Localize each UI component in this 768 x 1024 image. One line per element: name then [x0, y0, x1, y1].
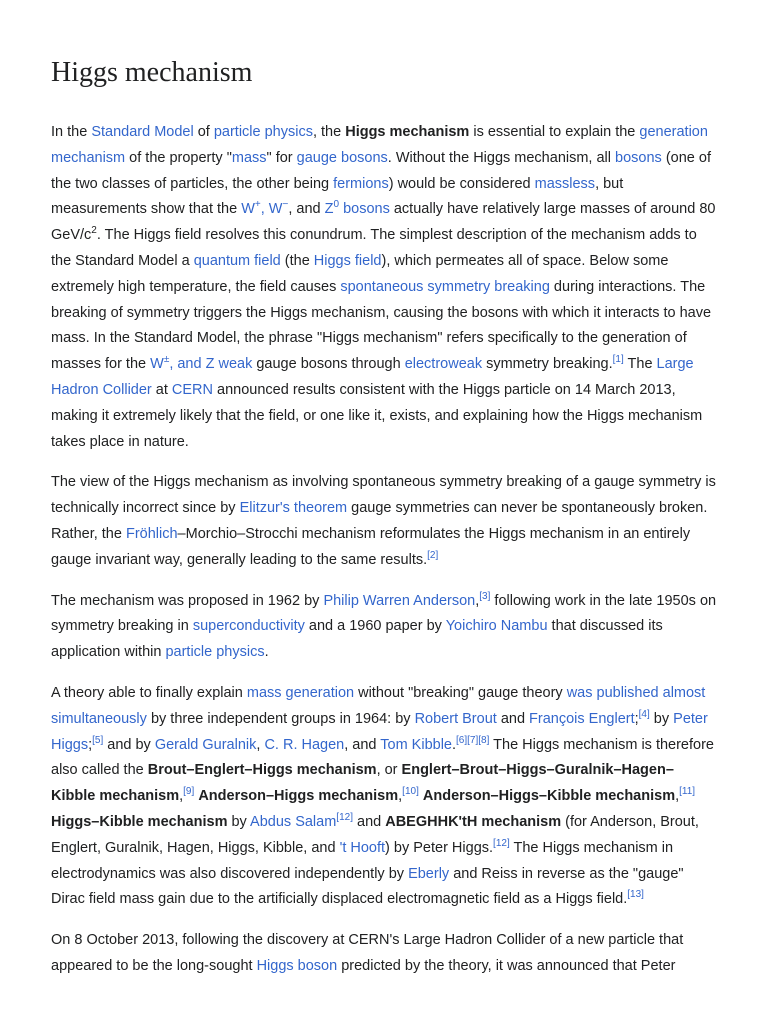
text-run: . [452, 736, 457, 753]
text-run: , and [344, 736, 381, 753]
citation-link[interactable]: [7] [467, 734, 479, 746]
article-link[interactable]: bosons [339, 201, 390, 218]
text-run: " for [266, 149, 297, 166]
article-link[interactable]: CERN [171, 381, 213, 398]
text-run: by three independent groups in 1964: by [146, 710, 415, 727]
article-link[interactable]: quantum field [193, 252, 281, 269]
bold-term: Higgs–Kibble mechanism [51, 813, 228, 830]
superscript: − [282, 199, 289, 211]
text-run: , or [376, 762, 402, 779]
citation-link[interactable]: [5] [92, 734, 104, 746]
text-run: and [352, 813, 386, 830]
citation-link[interactable]: [12] [493, 837, 510, 849]
article-link[interactable]: C. R. Hagen [264, 736, 345, 753]
text-run: . [264, 644, 269, 661]
citation-link[interactable]: [2] [427, 549, 439, 561]
article-link[interactable]: François Englert [529, 710, 635, 727]
paragraph-2 [51, 470, 717, 573]
text-run: . Without the Higgs mechanism, all [387, 149, 616, 166]
text-run: . The Higgs field resolves this conundrum. The simplest description of the mechanism adds to the Standard Model a [51, 227, 697, 269]
article-link[interactable]: massless [534, 175, 596, 192]
text-run: A theory able to finally explain [51, 684, 247, 701]
paragraph-1 [51, 120, 717, 455]
article-link[interactable]: Elitzur's theorem [239, 500, 348, 517]
bold-term: Englert–Brout–Higgs–Guralnik–Hagen–Kibble mechanism [51, 762, 674, 805]
article-link[interactable]: mass [231, 149, 267, 166]
bold-term: Higgs mechanism [345, 124, 470, 140]
text-run: during interactions. The breaking of symmetry triggers the Higgs mechanism, causing the bosons with which it interacts to have mass. In the Standard Model, the phrase "Higgs mechanism" refers specifically to the generation of masses for the [51, 278, 712, 373]
text-run: , [398, 788, 403, 805]
text-run: is essential to explain the [469, 124, 640, 140]
article-link[interactable]: W [241, 201, 255, 218]
text-run: and by [103, 736, 155, 753]
article-link[interactable]: Higgs field [313, 252, 382, 269]
text-run: announced results consistent with the Higgs particle on 14 March 2013, making it extremely likely that the field, or one like it, exists, and explaining how the Higgs mechanism takes place in nature. [51, 381, 703, 450]
text-run: The [623, 356, 657, 373]
text-run: , [179, 788, 184, 805]
text-run: following work in the late 1950s on symmetry breaking in [51, 592, 717, 635]
citation-link[interactable]: [12] [336, 812, 353, 824]
text-run: without "breaking" gauge theory [354, 684, 567, 701]
citation-link[interactable]: [9] [183, 786, 195, 798]
page-title: Higgs mechanism [51, 57, 253, 88]
paragraph-3 [51, 589, 717, 666]
citation-link[interactable]: [13] [627, 889, 644, 901]
article-link[interactable]: particle physics [213, 124, 313, 140]
article-link[interactable]: Yoichiro Nambu [445, 618, 548, 635]
text-run: The Higgs mechanism in electrodynamics was also discovered independently by [51, 839, 674, 882]
article-link[interactable]: Eberly [408, 865, 450, 882]
citation-link[interactable]: [3] [479, 590, 491, 602]
article-link[interactable]: Robert Brout [414, 710, 497, 727]
text-run: , [256, 736, 265, 753]
article-link[interactable]: Standard Model [91, 124, 194, 140]
article-link[interactable]: electroweak [404, 356, 483, 373]
citation-link[interactable]: [11] [679, 786, 696, 798]
text-run: of [193, 124, 214, 140]
text-run: that discussed its application within [51, 618, 663, 661]
text-run: gauge symmetries can never be spontaneously broken. Rather, the [51, 500, 708, 542]
superscript: 0 [333, 199, 340, 211]
text-run: , and [288, 201, 325, 218]
text-run: of the property " [125, 149, 232, 166]
text-run: ) would be considered [388, 175, 535, 192]
article-link[interactable]: Philip Warren Anderson [323, 592, 476, 609]
text-run: The mechanism was proposed in 1962 by [51, 592, 324, 609]
text-run: , [475, 592, 480, 609]
text-run: , the [312, 124, 346, 140]
article-link[interactable]: particle physics [165, 644, 265, 661]
article-link[interactable]: Peter Higgs [51, 710, 708, 753]
article-link[interactable]: fermions [333, 175, 389, 192]
text-run: (the [280, 252, 314, 269]
article-link[interactable]: , and Z weak [169, 356, 253, 373]
article-link[interactable]: Gerald Guralnik [154, 736, 257, 753]
article-link[interactable]: Tom Kibble [380, 736, 452, 753]
citation-link[interactable]: [4] [638, 708, 650, 720]
text-run: by [227, 813, 251, 830]
bold-term: Anderson–Higgs mechanism [198, 788, 399, 805]
article-link[interactable]: superconductivity [192, 618, 305, 635]
text-run: On 8 October 2013, following the discovery at CERN's Large Hadron Collider of a new particle that appeared to be the long-sought [51, 932, 684, 974]
text-run: The Higgs mechanism is therefore also called the [51, 736, 714, 779]
text-run: ; [88, 736, 93, 753]
article-link[interactable]: spontaneous symmetry breaking [340, 278, 550, 295]
text-run: –Morchio–Strocchi mechanism reformulates the Higgs mechanism in an entirely gauge invariant way, generally leading to the same results. [51, 525, 691, 568]
text-run: and a 1960 paper by [304, 618, 446, 635]
article-link[interactable]: gauge bosons [296, 149, 388, 166]
text-run: ) by Peter Higgs. [385, 839, 494, 856]
paragraph-5 [51, 928, 717, 980]
article-link[interactable]: was published almost simultaneously [51, 684, 706, 727]
text-run: (for Anderson, Brout, Englert, Guralnik, Hagen, Higgs, Kibble, and [51, 813, 699, 856]
article-link[interactable]: 't Hooft [339, 839, 386, 856]
text-run: , but measurements show that the [51, 175, 624, 218]
article-link[interactable]: generation mechanism [51, 124, 708, 166]
citation-link[interactable]: [6] [456, 734, 468, 746]
text-run: and Reiss in reverse as the "gauge" Dirac field mass gain due to the artificially displaced electromagnetic field as a Higgs field. [51, 865, 684, 908]
article-link[interactable]: Higgs boson [256, 957, 338, 974]
article-link[interactable]: , W [260, 201, 283, 218]
citation-link[interactable]: [8] [478, 734, 490, 746]
text-run: at [151, 381, 172, 398]
text-run: symmetry breaking. [482, 356, 613, 373]
article-link[interactable]: mass generation [246, 684, 355, 701]
article-link[interactable]: Z [324, 201, 334, 218]
article-link[interactable]: Large Hadron Collider [51, 356, 694, 398]
article-link[interactable]: Abdus Salam [250, 813, 337, 830]
paragraph-4 [51, 681, 717, 913]
article-link[interactable]: Fröhlich [125, 525, 178, 542]
citation-link[interactable]: [10] [402, 786, 419, 798]
text-run: actually have relatively large masses of around 80 GeV/c [51, 201, 716, 244]
text-run: predicted by the theory, it was announced that Peter [337, 957, 676, 974]
bold-term: ABEGHHK'tH mechanism [385, 813, 562, 830]
superscript: ± [163, 354, 170, 366]
superscript: + [254, 199, 261, 211]
text-run: (one of the two classes of particles, the other being [51, 149, 711, 192]
article-body [51, 120, 717, 980]
bold-term: Anderson–Higgs–Kibble mechanism [422, 788, 676, 805]
text-run: by [649, 710, 674, 727]
text-run: , [675, 788, 680, 805]
text-run: and [496, 710, 530, 727]
bold-term: Brout–Englert–Higgs mechanism [147, 762, 377, 779]
text-run: The view of the Higgs mechanism as involving spontaneous symmetry breaking of a gauge symmetry is technically incorrect since by [51, 474, 716, 517]
text-run: ), which permeates all of space. Below some extremely high temperature, the field causes [51, 252, 669, 295]
article-link[interactable]: W [150, 356, 164, 373]
citation-link[interactable]: [1] [612, 354, 624, 366]
text-run: gauge bosons through [252, 356, 405, 373]
superscript: 2 [91, 225, 97, 237]
text-run: In the [51, 124, 92, 140]
text-run: ; [634, 710, 639, 727]
article-link[interactable]: bosons [615, 149, 662, 166]
